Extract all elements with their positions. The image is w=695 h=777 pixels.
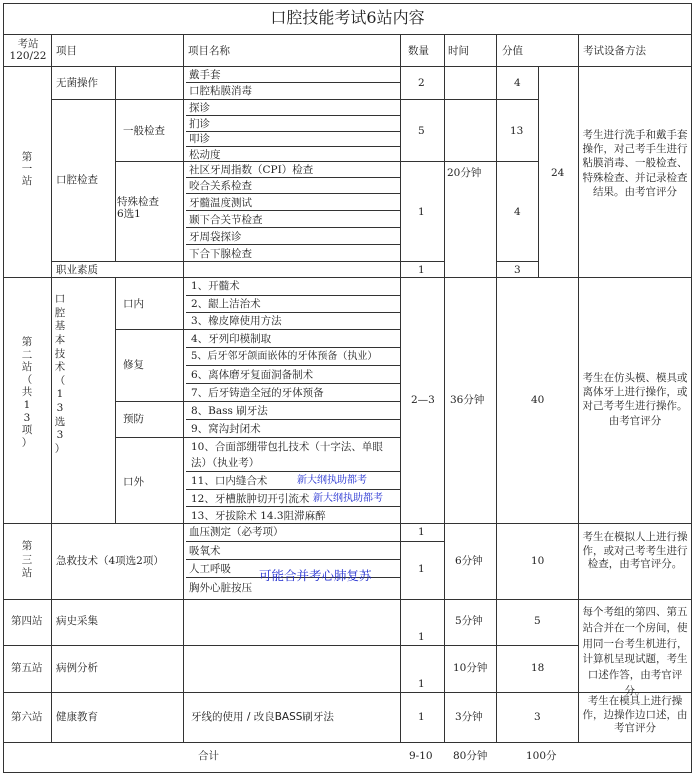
station-4-score: 5 xyxy=(534,615,541,627)
header-score: 分值 xyxy=(502,45,523,57)
station-6-time: 3分钟 xyxy=(455,711,483,723)
station-1-time: 20分钟 xyxy=(447,167,482,179)
new-syllabus-note: 新大纲执助都考 xyxy=(297,475,367,486)
exam-content-table xyxy=(3,3,692,773)
restore-item: 4、牙列印模制取 xyxy=(191,333,272,345)
restore-item: 5、后牙邻牙颌面嵌体的牙体预备（执业） xyxy=(191,351,378,362)
endo-item: 2、龈上洁治术 xyxy=(191,298,261,310)
station-3-quantity: 1 xyxy=(418,526,425,538)
special-item: 咬合关系检查 xyxy=(189,180,252,192)
oral-exam: 口腔检查 xyxy=(56,174,98,186)
surgery-item: 11、口内缝合术 xyxy=(191,475,268,487)
prevent-item: 9、窝沟封闭术 xyxy=(191,423,261,435)
station-4-time: 5分钟 xyxy=(455,615,483,627)
station-2-time: 36分钟 xyxy=(450,394,485,406)
station-2-method: 考生在仿头模、模具或离体牙上进行操作，或对己考考生进行操作。由考官评分 xyxy=(582,372,688,427)
station-5-score: 18 xyxy=(531,662,545,674)
new-syllabus-note: 新大纲执助都考 xyxy=(313,493,383,504)
emergency-item: 血压测定（必考项） xyxy=(189,526,284,538)
prevent-item: 8、Bass 刷牙法 xyxy=(191,405,268,417)
emergency-item: 胸外心脏按压 xyxy=(189,582,252,594)
endo-category: 口内 xyxy=(123,298,144,310)
station-4-5-method: 每个考组的第四、第五站合并在一个房间，使用同一台考生机进行，计算机呈现试题，考生口述作答，由考官评分。 xyxy=(582,606,688,697)
total-score: 100分 xyxy=(526,750,557,762)
endo-item: 3、橡皮障使用方法 xyxy=(191,315,282,327)
general-quantity: 5 xyxy=(418,125,425,137)
aseptic-item: 口腔粘膜消毒 xyxy=(189,85,252,97)
special-item: 牙髓温度测试 xyxy=(189,197,252,209)
station-1-label: 第 一 站 xyxy=(21,151,33,188)
special-item: 下合下腺检查 xyxy=(189,248,252,260)
surgery-item: 12、牙槽脓肿切开引流术 xyxy=(191,493,310,505)
general-item: 松动度 xyxy=(189,149,221,161)
case-analysis: 病例分析 xyxy=(56,662,98,674)
general-exam: 一般检查 xyxy=(123,125,165,137)
professional-quality: 职业素质 xyxy=(56,264,98,276)
station-6-label: 第六站 xyxy=(11,711,43,723)
header-time: 时间 xyxy=(448,45,469,57)
general-item: 扪诊 xyxy=(189,118,210,130)
endo-item: 1、开髓术 xyxy=(191,280,240,292)
prevent-category: 预防 xyxy=(123,413,144,425)
station-6-quantity: 1 xyxy=(418,711,425,723)
restore-item: 7、后牙铸造全冠的牙体预备 xyxy=(191,387,324,399)
special-score: 4 xyxy=(514,206,521,218)
station-3-score: 10 xyxy=(531,555,545,567)
station-6-score: 3 xyxy=(534,711,541,723)
station-6-item-name: 牙线的使用 / 改良BASS刷牙法 xyxy=(191,711,334,723)
station-4-quantity: 1 xyxy=(418,631,425,643)
health-education: 健康教育 xyxy=(56,711,98,723)
special-exam: 特殊检查 6选1 xyxy=(117,196,159,221)
special-item: 颞下合关节检查 xyxy=(189,214,263,226)
aseptic-quantity: 2 xyxy=(418,77,425,89)
restore-category: 修复 xyxy=(123,359,144,371)
station-2-label: 第 二 站 （ 共 1 3 项 ） xyxy=(21,336,33,449)
station-3-time: 6分钟 xyxy=(455,555,483,567)
station-6-method: 考生在模具上进行操作，边操作边口述，由考官评分 xyxy=(582,695,688,735)
station-3-quantity: 1 xyxy=(418,563,425,575)
basic-technique: 口 腔 基 本 技 术 （ 1 3 选 3 ） xyxy=(54,293,66,456)
header-quantity: 数量 xyxy=(408,45,429,57)
station-2-quantity: 2—3 xyxy=(411,394,435,406)
cpr-note: 可能合并考心肺复苏 xyxy=(259,568,372,583)
station-3-method: 考生在模拟人上进行操作，或对己考考生进行检查，由考官评分。 xyxy=(582,531,688,571)
aseptic-score: 4 xyxy=(514,77,521,89)
emergency-item: 人工呼吸 xyxy=(189,563,231,575)
station-2-score: 40 xyxy=(531,394,545,406)
history-taking: 病史采集 xyxy=(56,615,98,627)
general-item: 探诊 xyxy=(189,102,210,114)
total-label: 合计 xyxy=(198,750,219,762)
station-5-quantity: 1 xyxy=(418,678,425,690)
surgery-category: 口外 xyxy=(123,476,144,488)
emergency-technique: 急救技术（4项选2项） xyxy=(56,555,164,567)
special-item: 社区牙周指数（CPI）检查 xyxy=(189,164,314,176)
station-1-total-score: 24 xyxy=(551,167,565,179)
header-item-name: 项目名称 xyxy=(188,45,230,57)
surgery-item: 10、合面部绷带包扎技术（十字法、单眼法）（执业考） xyxy=(191,441,383,470)
station-5-time: 10分钟 xyxy=(453,662,488,674)
general-score: 13 xyxy=(510,125,524,137)
total-quantity: 9-10 xyxy=(409,750,433,762)
aseptic-item: 戴手套 xyxy=(189,69,221,81)
header-item: 项目 xyxy=(56,45,77,57)
emergency-item: 吸氧术 xyxy=(189,545,221,557)
station-1-method: 考生进行洗手和戴手套操作，对己考手生进行粘膜消毒、一般检查、特殊检查、并记录检查结果。由考官评分 xyxy=(582,129,688,198)
surgery-item: 13、牙拔除术 14.3阻滞麻醉 xyxy=(191,510,326,522)
station-5-label: 第五站 xyxy=(11,662,43,674)
special-quantity: 1 xyxy=(418,206,425,218)
restore-item: 6、离体磨牙复面洞备制术 xyxy=(191,369,314,381)
special-item: 牙周袋探诊 xyxy=(189,231,242,243)
station-4-label: 第四站 xyxy=(11,615,43,627)
header-method: 考试设备方法 xyxy=(583,45,646,57)
aseptic-operation: 无菌操作 xyxy=(56,77,98,89)
station-3-label: 第 三 站 xyxy=(21,540,33,580)
general-item: 叩诊 xyxy=(189,133,210,145)
table-title: 口腔技能考试6站内容 xyxy=(270,8,425,27)
header-station: 考站 120/22 xyxy=(9,38,47,63)
total-time: 80分钟 xyxy=(453,750,488,762)
professional-quantity: 1 xyxy=(418,264,425,276)
professional-score: 3 xyxy=(514,264,521,276)
